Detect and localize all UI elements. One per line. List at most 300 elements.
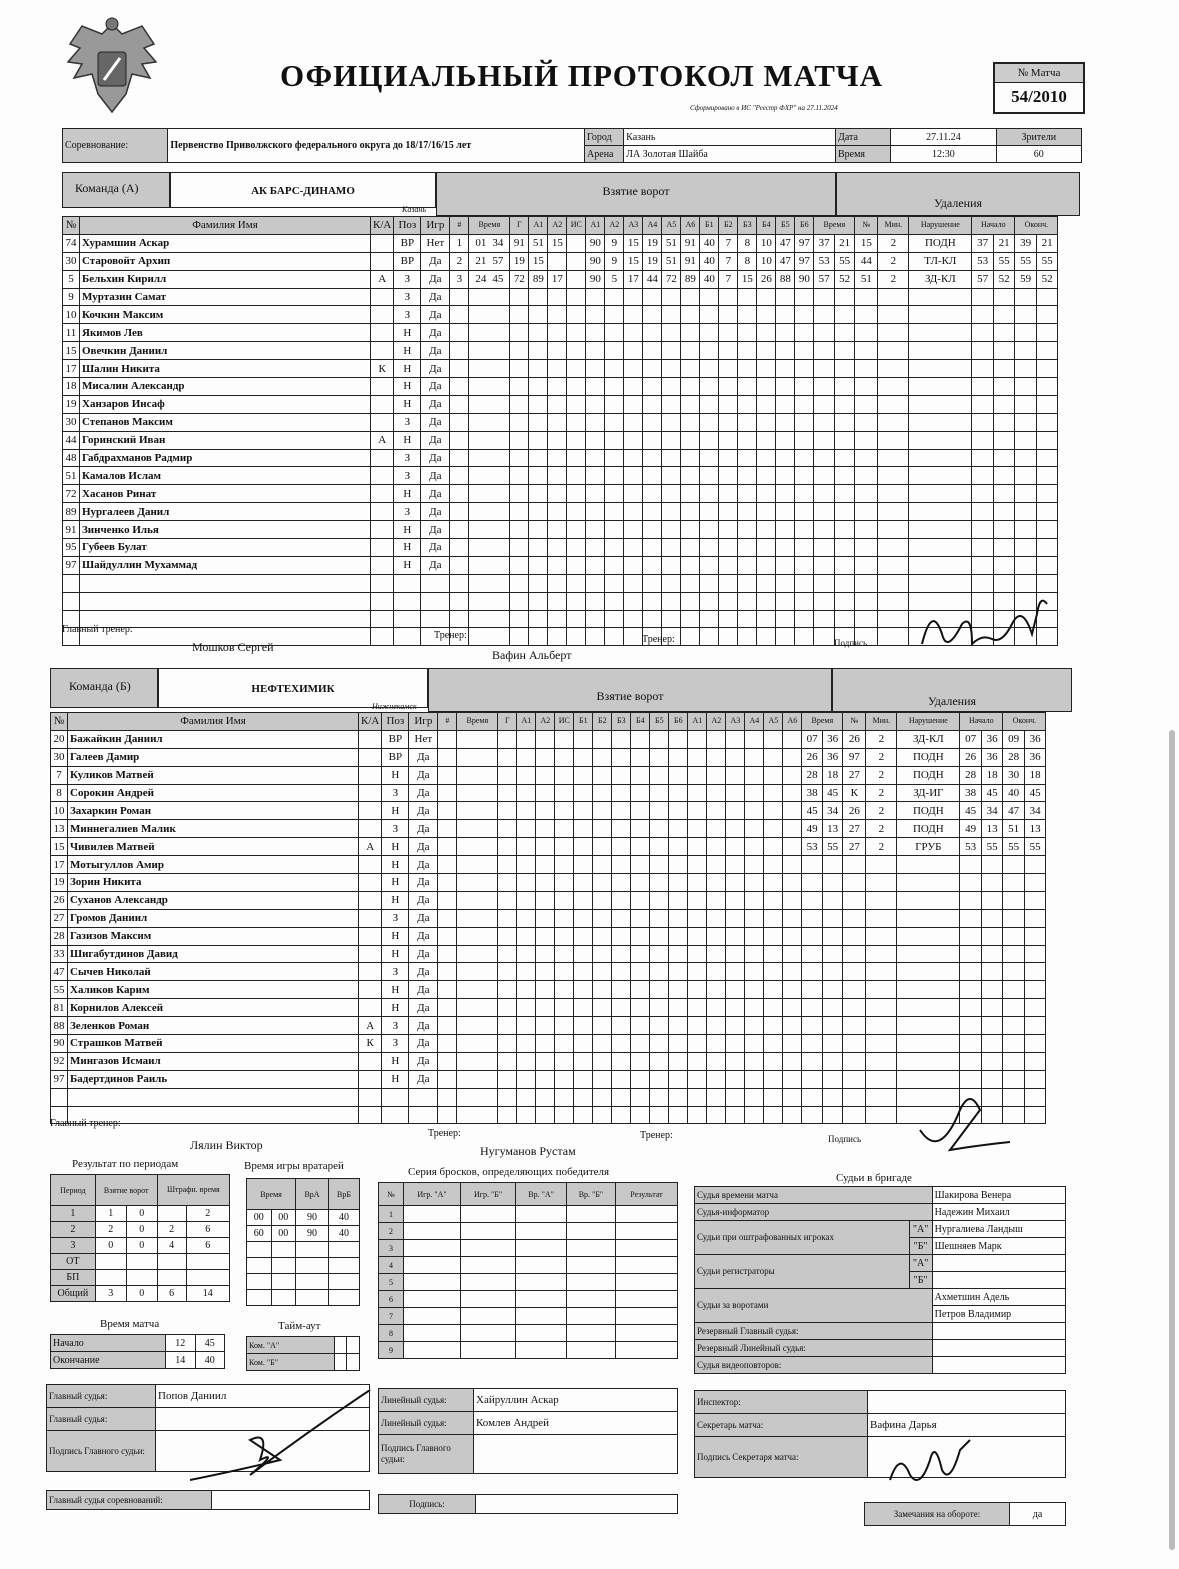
goal-cell: [450, 485, 469, 503]
player-position: Н: [394, 324, 421, 342]
penalty-cell: [1015, 556, 1037, 574]
goal-cell: [574, 1052, 593, 1070]
player-number: 27: [51, 909, 68, 927]
player-played: Да: [421, 378, 450, 396]
goal-col-14: А3: [726, 713, 745, 731]
player-played: Да: [409, 999, 438, 1017]
player-position: [394, 574, 421, 592]
goal-cell: [469, 270, 510, 288]
match-number: 54/2010: [1011, 87, 1067, 106]
goal-cell: [662, 467, 681, 485]
goal-cell: [764, 999, 783, 1017]
scrollbar[interactable]: [1169, 730, 1175, 1550]
penalty-cell: [1003, 856, 1025, 874]
penalty-cell: ГРУБ: [897, 838, 960, 856]
penalty-cell: [843, 1052, 866, 1070]
penalty-cell: [802, 963, 823, 981]
player-played: Да: [421, 556, 450, 574]
spectators-value: 60: [996, 146, 1081, 163]
player-ka: [371, 539, 394, 557]
col-ka: К/А: [359, 713, 382, 731]
penalty-cell: [981, 1070, 1003, 1088]
penalty-cell: ЗД-КЛ: [897, 730, 960, 748]
penalty-cell: [878, 324, 909, 342]
main-ref-label: Главный судья:: [47, 1385, 156, 1408]
goal-cell: [764, 802, 783, 820]
goal-cell: [795, 395, 814, 413]
goal-col-6: А1: [586, 217, 605, 235]
penalty-cell: [897, 981, 960, 999]
shootout-cell: [516, 1291, 567, 1308]
goal-cell: [795, 539, 814, 557]
goal-cell: [707, 945, 726, 963]
goal-cell: [631, 748, 650, 766]
goal-cell: [795, 306, 814, 324]
goal-cell: [650, 1017, 669, 1035]
goal-cell: [457, 874, 498, 892]
player-number: 97: [51, 1070, 68, 1088]
goal-cell: [469, 592, 510, 610]
goal-cell: [688, 945, 707, 963]
penalty-cell: [855, 360, 878, 378]
goal-cell: [745, 838, 764, 856]
penalty-cell: 36: [822, 748, 843, 766]
pen-col-2: Мин.: [878, 217, 909, 235]
player-played: Да: [409, 981, 438, 999]
goal-cell: [650, 981, 669, 999]
goal-cell: [567, 521, 586, 539]
goal-cell: [643, 556, 662, 574]
goal-cell: [457, 999, 498, 1017]
goal-cell: [643, 574, 662, 592]
goal-col-2: Г: [498, 713, 517, 731]
goal-cell: [498, 820, 517, 838]
goal-cell: [612, 766, 631, 784]
roster-row: [63, 431, 1058, 449]
goal-cell: [498, 802, 517, 820]
goal-col-1: Время: [469, 217, 510, 235]
team-b-coaches: [50, 1118, 1060, 1158]
goal-cell: [726, 730, 745, 748]
shootout-title: Серия бросков, определяющих победителя: [408, 1166, 610, 1178]
penalty-cell: [866, 999, 897, 1017]
goal-cell: [662, 556, 681, 574]
player-played: Да: [421, 342, 450, 360]
penalty-cell: [1036, 431, 1058, 449]
goal-col-16: А5: [764, 713, 783, 731]
goal-cell: 19: [510, 252, 529, 270]
player-number: 91: [63, 521, 80, 539]
penalty-cell: [960, 856, 982, 874]
shootout-cell: [461, 1308, 516, 1325]
penalty-cell: [814, 467, 835, 485]
penalty-cell: ТЛ-КЛ: [909, 252, 972, 270]
goal-cell: [536, 1052, 555, 1070]
goal-cell: 72: [662, 270, 681, 288]
goal-cell: [624, 449, 643, 467]
goal-col-7: А2: [605, 217, 624, 235]
goal-cell: [529, 288, 548, 306]
pen-col-0: Время: [802, 713, 843, 731]
roster-row: [51, 891, 1046, 909]
shootout-cell: [461, 1257, 516, 1274]
goal-cell: [776, 360, 795, 378]
goal-cell: [624, 431, 643, 449]
goal-cell: [548, 467, 567, 485]
penalty-cell: [843, 891, 866, 909]
officials-title: Судьи в бригаде: [836, 1172, 912, 1184]
goal-cell: [529, 592, 548, 610]
goal-cell: [567, 378, 586, 396]
team-b-name: НЕФТЕХИМИК: [158, 668, 428, 708]
player-position: Н: [382, 856, 409, 874]
player-position: Н: [382, 999, 409, 1017]
goal-cell: [707, 784, 726, 802]
shootout-cell: [516, 1325, 567, 1342]
period-cell: БП: [51, 1270, 96, 1286]
goal-cell: [593, 891, 612, 909]
goal-judge-2: Петров Владимир: [932, 1306, 1065, 1323]
registrar-label: Судьи регистраторы: [695, 1255, 910, 1289]
goal-cell: [707, 999, 726, 1017]
goal-cell: [681, 539, 700, 557]
goal-cell: [605, 467, 624, 485]
roster-row: [63, 485, 1058, 503]
roster-row: [51, 1088, 1046, 1106]
goal-cell: [574, 748, 593, 766]
goal-cell: [726, 748, 745, 766]
goal-cell: [593, 856, 612, 874]
goal-cell: [719, 449, 738, 467]
goal-cell: [783, 874, 802, 892]
player-name: Шигабутдинов Давид: [68, 945, 359, 963]
goal-cell: [738, 342, 757, 360]
goal-cell: [510, 592, 529, 610]
player-ka: [371, 413, 394, 431]
goal-cell: [726, 856, 745, 874]
roster-row: [51, 1052, 1046, 1070]
goal-cell: [681, 521, 700, 539]
roster-row: [51, 874, 1046, 892]
penalty-cell: [909, 324, 972, 342]
player-name: Муртазин Самат: [80, 288, 371, 306]
penalty-cell: [843, 874, 866, 892]
penalty-cell: [814, 539, 835, 557]
period-cell: 1: [51, 1206, 96, 1222]
shootout-cell: [567, 1291, 616, 1308]
goal-cell: [757, 592, 776, 610]
penalty-cell: [822, 856, 843, 874]
player-name: Хасанов Ринат: [80, 485, 371, 503]
penalty-cell: [878, 592, 909, 610]
goal-cell: [745, 999, 764, 1017]
goal-cell: [631, 927, 650, 945]
goalie-time-cell: [296, 1274, 329, 1290]
penalty-cell: [1015, 324, 1037, 342]
goal-cell: [612, 838, 631, 856]
goal-cell: 10: [757, 252, 776, 270]
goal-cell: [662, 360, 681, 378]
goal-cell: [567, 234, 586, 252]
team-b-head-coach-label: Главный тренер:: [50, 1118, 121, 1129]
penalty-cell: [834, 485, 855, 503]
penalty-cell: [972, 288, 994, 306]
roster-row: [63, 288, 1058, 306]
goal-cell: [586, 503, 605, 521]
goal-cell: [529, 395, 548, 413]
penalty-cell: [909, 360, 972, 378]
penalty-cell: [897, 874, 960, 892]
goal-cell: [593, 909, 612, 927]
goal-cell: [795, 485, 814, 503]
team-a-coach2-label: Тренер:: [642, 634, 675, 645]
goal-cell: [795, 449, 814, 467]
goal-cell: [643, 288, 662, 306]
player-ka: [371, 449, 394, 467]
goal-cell: [643, 413, 662, 431]
goal-cell: [624, 539, 643, 557]
goal-cell: [624, 324, 643, 342]
goal-cell: [631, 963, 650, 981]
date-label: Дата: [836, 129, 891, 146]
goal-cell: [726, 909, 745, 927]
goal-cell: [555, 766, 574, 784]
team-a-coach1: Вафин Альберт: [492, 648, 572, 662]
goal-cell: [555, 730, 574, 748]
goal-cell: [605, 574, 624, 592]
player-position: ВР: [382, 748, 409, 766]
player-number: 30: [63, 252, 80, 270]
shootout-cell: [615, 1257, 677, 1274]
reserve-line-label: Резервный Линейный судья:: [695, 1340, 933, 1357]
goal-cell: [567, 574, 586, 592]
player-ka: А: [359, 838, 382, 856]
col-pos: Поз: [394, 217, 421, 235]
roster-row: [63, 539, 1058, 557]
player-number: 89: [63, 503, 80, 521]
goal-cell: [438, 891, 457, 909]
player-number: 30: [51, 748, 68, 766]
penalty-cell: [802, 945, 823, 963]
goal-cell: [529, 503, 548, 521]
goal-cell: [457, 820, 498, 838]
player-position: Н: [394, 395, 421, 413]
registrar-b-label: "Б": [909, 1272, 932, 1289]
player-ka: [359, 1052, 382, 1070]
goal-cell: 47: [776, 252, 795, 270]
goal-cell: [795, 342, 814, 360]
goalie-time-cell: 90: [296, 1226, 329, 1242]
penalty-cell: [855, 324, 878, 342]
penalty-cell: 47: [1003, 802, 1025, 820]
goal-cell: [593, 981, 612, 999]
goal-cell: [757, 485, 776, 503]
goal-cell: [631, 802, 650, 820]
player-name: Бажайкин Даниил: [68, 730, 359, 748]
goal-cell: [631, 891, 650, 909]
penalty-cell: 51: [1003, 820, 1025, 838]
player-played: Да: [409, 856, 438, 874]
penalty-cell: 21: [1036, 234, 1058, 252]
goal-cell: [548, 360, 567, 378]
period-cell: 0: [126, 1286, 157, 1302]
goal-cell: [650, 748, 669, 766]
goal-cell: [438, 874, 457, 892]
penalty-cell: [822, 999, 843, 1017]
shootout-cell: [461, 1223, 516, 1240]
goal-cell: [593, 1070, 612, 1088]
penalty-cell: [1036, 521, 1058, 539]
goal-cell: [650, 802, 669, 820]
player-ka: [359, 1088, 382, 1106]
goal-cell: [776, 556, 795, 574]
goal-cell: [738, 395, 757, 413]
goal-cell: [745, 802, 764, 820]
goal-cell: [536, 766, 555, 784]
goal-cell: [707, 1035, 726, 1053]
goal-cell: 19: [643, 234, 662, 252]
goal-cell: [643, 592, 662, 610]
shootout-col-2: Игр. "Б": [461, 1183, 516, 1206]
goal-cell: [529, 306, 548, 324]
team-a-sign-label: Подпись: [834, 638, 868, 648]
goal-cell: [681, 360, 700, 378]
goal-col-11: Б6: [669, 713, 688, 731]
penalty-cell: 2: [878, 234, 909, 252]
goal-cell: [498, 784, 517, 802]
team-b-table: [50, 712, 1046, 1124]
goal-cell: [795, 378, 814, 396]
goal-cell: [631, 1070, 650, 1088]
shootout-row-num: 7: [379, 1308, 404, 1325]
goal-cell: [574, 909, 593, 927]
goal-cell: [574, 1017, 593, 1035]
goal-cell: [783, 820, 802, 838]
goal-cell: [783, 748, 802, 766]
goal-cell: [707, 748, 726, 766]
penalty-cell: [834, 395, 855, 413]
goal-cell: [745, 748, 764, 766]
goal-cell: [624, 288, 643, 306]
goal-cell: [555, 838, 574, 856]
goal-cell: [681, 395, 700, 413]
penalty-cell: 26: [802, 748, 823, 766]
player-name: Мингазов Исмаил: [68, 1052, 359, 1070]
player-name: Горинский Иван: [80, 431, 371, 449]
goalie-time-cell: [296, 1242, 329, 1258]
goal-cell: [650, 927, 669, 945]
goal-cell: [517, 856, 536, 874]
player-played: Да: [409, 963, 438, 981]
match-start-h: 12: [166, 1335, 196, 1352]
penalty-cell: [855, 378, 878, 396]
penalty-cell: [1036, 395, 1058, 413]
goal-cell: [726, 981, 745, 999]
player-name: Суханов Александр: [68, 891, 359, 909]
player-ka: [359, 802, 382, 820]
goal-cell: [688, 748, 707, 766]
inspector-label: Инспектор:: [695, 1391, 868, 1414]
penalty-cell: [1036, 556, 1058, 574]
player-number: 88: [51, 1017, 68, 1035]
penalty-cell: 2: [866, 766, 897, 784]
player-position: ВР: [382, 730, 409, 748]
goal-col-14: Б3: [738, 217, 757, 235]
penalty-cell: 55: [1015, 252, 1037, 270]
goal-cell: [605, 306, 624, 324]
roster-row: [63, 556, 1058, 574]
penalty-cell: [1015, 485, 1037, 503]
penalty-cell: [1015, 467, 1037, 485]
goal-cell: [624, 413, 643, 431]
goal-cell: [574, 891, 593, 909]
team-a-coaches: [62, 624, 1072, 664]
pen-col-5: Оконч.: [1003, 713, 1046, 731]
goal-cell: [669, 874, 688, 892]
player-number: 11: [63, 324, 80, 342]
remarks-label: Замечания на обороте:: [865, 1503, 1010, 1526]
registrar-a-label: "А": [909, 1255, 932, 1272]
team-a-penalties-header: Удаления: [836, 172, 1080, 216]
goal-cell: [650, 874, 669, 892]
goal-cell: [605, 449, 624, 467]
penalty-cell: [897, 1070, 960, 1088]
player-played: [421, 592, 450, 610]
penalty-cell: [897, 891, 960, 909]
player-played: Да: [421, 306, 450, 324]
player-played: Да: [409, 1052, 438, 1070]
player-ka: [359, 909, 382, 927]
pen-col-5: Оконч.: [1015, 217, 1058, 235]
goal-min: 24: [475, 273, 487, 286]
shootout-cell: [461, 1342, 516, 1359]
goal-cell: 15: [624, 252, 643, 270]
penalty-cell: [1024, 1035, 1046, 1053]
goal-cell: [738, 574, 757, 592]
penalty-cell: [802, 1088, 823, 1106]
penalty-cell: [1036, 485, 1058, 503]
goal-cell: [764, 891, 783, 909]
goal-cell: [776, 378, 795, 396]
penalty-cell: [981, 856, 1003, 874]
goal-cell: [662, 395, 681, 413]
penalty-cell: ПОДН: [897, 802, 960, 820]
goal-cell: [738, 539, 757, 557]
penalty-cell: [834, 360, 855, 378]
team-b-coach2-label: Тренер:: [640, 1130, 673, 1141]
penalty-cell: [866, 909, 897, 927]
goal-cell: [438, 1070, 457, 1088]
penalty-cell: [960, 891, 982, 909]
penalty-cell: [878, 574, 909, 592]
player-name: Сорокин Андрей: [68, 784, 359, 802]
goal-cell: [688, 838, 707, 856]
line-ref-1: Хайруллин Аскар: [474, 1389, 678, 1412]
goal-cell: [548, 449, 567, 467]
goal-cell: [567, 360, 586, 378]
goal-cell: [438, 945, 457, 963]
goal-cell: [593, 1052, 612, 1070]
penalty-cell: 55: [1003, 838, 1025, 856]
goal-cell: [776, 306, 795, 324]
goalie-time-cell: 40: [328, 1210, 359, 1226]
player-position: Н: [394, 378, 421, 396]
informer-label: Судья-информатор: [695, 1204, 933, 1221]
shootout-cell: [615, 1342, 677, 1359]
player-position: [394, 592, 421, 610]
goal-cell: [593, 1035, 612, 1053]
goal-cell: [567, 413, 586, 431]
